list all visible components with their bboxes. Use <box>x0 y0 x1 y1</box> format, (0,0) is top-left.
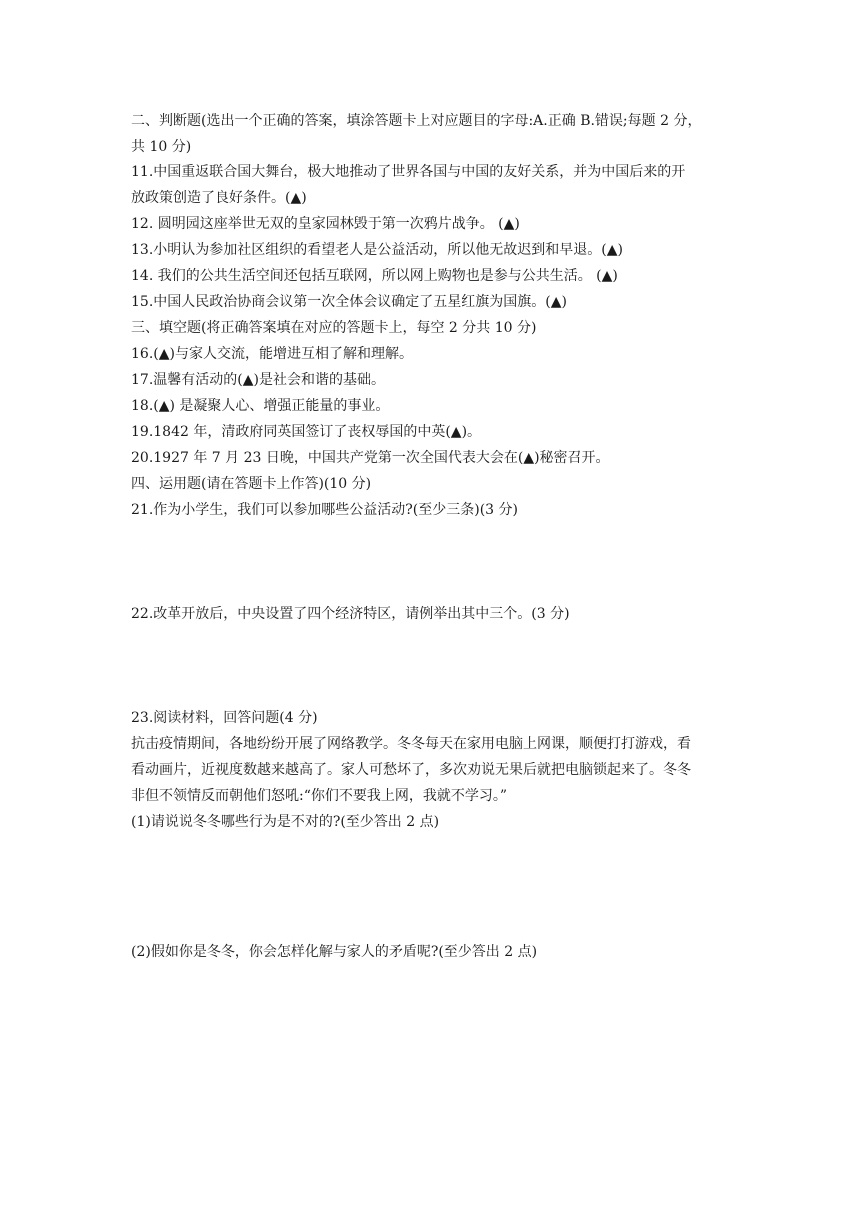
question-11: 11.中国重返联合国大舞台，极大地推动了世界各国与中国的友好关系，并为中国后来的开 <box>131 164 686 180</box>
question-16: 16.(▲)与家人交流，能增进互相了解和理解。 <box>131 346 413 362</box>
section2-heading-cont: 共 10 分) <box>131 139 192 155</box>
material-text: 抗击疫情期间，各地纷纷开展了网络教学。冬冬每天在家用电脑上网课，顺便打打游戏，看 <box>131 736 691 752</box>
question-17: 17.温馨有活动的(▲)是社会和谐的基础。 <box>131 372 385 388</box>
question-15: 15.中国人民政治协商会议第一次全体会议确定了五星红旗为国旗。(▲) <box>131 294 567 310</box>
question-13: 13.小明认为参加社区组织的看望老人是公益活动，所以他无故迟到和早退。(▲) <box>131 242 623 258</box>
question-21: 21.作为小学生，我们可以参加哪些公益活动?(至少三条)(3 分) <box>131 502 518 518</box>
section2-heading: 二、判断题(选出一个正确的答案，填涂答题卡上对应题目的字母:A.正确 B.错误;每题 2 分， <box>131 113 702 129</box>
material-text-cont: 看动画片，近视度数越来越高了。家人可愁坏了，多次劝说无果后就把电脑锁起来了。冬冬 <box>131 762 691 778</box>
question-18: 18.(▲) 是凝聚人心、增强正能量的事业。 <box>131 398 390 414</box>
question-11-cont: 放政策创造了良好条件。(▲) <box>131 190 307 206</box>
question-22: 22.改革开放后，中央设置了四个经济特区，请例举出其中三个。(3 分) <box>131 606 570 622</box>
question-14: 14. 我们的公共生活空间还包括互联网，所以网上购物也是参与公共生活。 (▲) <box>131 268 618 284</box>
question-19: 19.1842 年，清政府同英国签订了丧权辱国的中英(▲)。 <box>131 424 482 440</box>
question-12: 12. 圆明园这座举世无双的皇家园林毁于第一次鸦片战争。 (▲) <box>131 216 520 232</box>
question-23: 23.阅读材料，回答问题(4 分) <box>131 710 318 726</box>
material-text-cont: 非但不领情反而朝他们怒吼:“你们不要我上网，我就不学习。” <box>131 788 508 804</box>
section3-heading: 三、填空题(将正确答案填在对应的答题卡上，每空 2 分共 10 分) <box>131 320 537 336</box>
question-20: 20.1927 年 7 月 23 日晚，中国共产党第一次全国代表大会在(▲)秘密召开。 <box>131 450 610 466</box>
question-23-2: (2)假如你是冬冬，你会怎样化解与家人的矛盾呢?(至少答出 2 点) <box>131 944 538 960</box>
section4-heading: 四、运用题(请在答题卡上作答)(10 分) <box>131 476 372 492</box>
question-23-1: (1)请说说冬冬哪些行为是不对的?(至少答出 2 点) <box>131 814 440 830</box>
